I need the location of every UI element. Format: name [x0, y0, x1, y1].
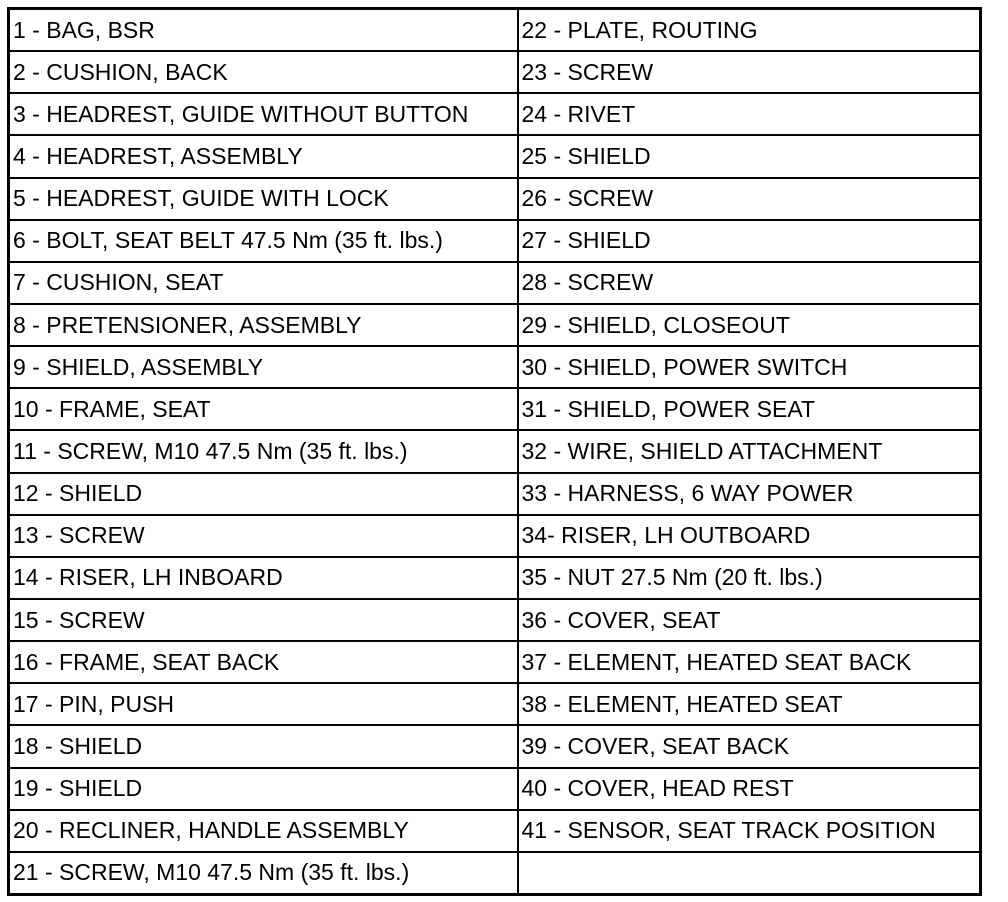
legend-cell: 36 - COVER, SEAT [518, 599, 981, 641]
table-row [9, 51, 981, 93]
table-row [9, 768, 981, 810]
table-row [9, 515, 981, 557]
legend-cell: 31 - SHIELD, POWER SEAT [518, 388, 981, 430]
table-row [9, 430, 981, 472]
legend-cell: 41 - SENSOR, SEAT TRACK POSITION [518, 810, 981, 852]
table-row [9, 683, 981, 725]
parts-legend-table [7, 7, 982, 896]
legend-cell: 34- RISER, LH OUTBOARD [518, 515, 981, 557]
legend-cell: 18 - SHIELD [9, 725, 518, 767]
legend-cell: 7 - CUSHION, SEAT [9, 262, 518, 304]
legend-cell: 4 - HEADREST, ASSEMBLY [9, 135, 518, 177]
legend-cell: 14 - RISER, LH INBOARD [9, 557, 518, 599]
legend-cell: 37 - ELEMENT, HEATED SEAT BACK [518, 641, 981, 683]
legend-cell: 16 - FRAME, SEAT BACK [9, 641, 518, 683]
legend-cell: 38 - ELEMENT, HEATED SEAT [518, 683, 981, 725]
legend-cell: 8 - PRETENSIONER, ASSEMBLY [9, 304, 518, 346]
table-row [9, 388, 981, 430]
table-row [9, 810, 981, 852]
legend-cell: 1 - BAG, BSR [9, 9, 518, 52]
legend-cell: 12 - SHIELD [9, 473, 518, 515]
legend-cell: 32 - WIRE, SHIELD ATTACHMENT [518, 430, 981, 472]
legend-cell: 10 - FRAME, SEAT [9, 388, 518, 430]
legend-cell: 23 - SCREW [518, 51, 981, 93]
table-row [9, 178, 981, 220]
legend-cell: 33 - HARNESS, 6 WAY POWER [518, 473, 981, 515]
table-row [9, 852, 981, 895]
legend-cell: 17 - PIN, PUSH [9, 683, 518, 725]
legend-cell: 26 - SCREW [518, 178, 981, 220]
legend-cell: 24 - RIVET [518, 93, 981, 135]
legend-cell: 11 - SCREW, M10 47.5 Nm (35 ft. lbs.) [9, 430, 518, 472]
table-row [9, 304, 981, 346]
table-row [9, 473, 981, 515]
legend-cell: 30 - SHIELD, POWER SWITCH [518, 346, 981, 388]
legend-cell-empty [518, 852, 981, 895]
legend-cell: 20 - RECLINER, HANDLE ASSEMBLY [9, 810, 518, 852]
legend-cell: 9 - SHIELD, ASSEMBLY [9, 346, 518, 388]
table-row [9, 557, 981, 599]
legend-cell: 22 - PLATE, ROUTING [518, 9, 981, 52]
legend-cell: 2 - CUSHION, BACK [9, 51, 518, 93]
table-row [9, 641, 981, 683]
table-row [9, 220, 981, 262]
legend-cell: 27 - SHIELD [518, 220, 981, 262]
legend-cell: 29 - SHIELD, CLOSEOUT [518, 304, 981, 346]
table-row [9, 9, 981, 52]
legend-cell: 19 - SHIELD [9, 768, 518, 810]
table-row [9, 346, 981, 388]
legend-cell: 13 - SCREW [9, 515, 518, 557]
legend-cell: 25 - SHIELD [518, 135, 981, 177]
legend-cell: 6 - BOLT, SEAT BELT 47.5 Nm (35 ft. lbs.) [9, 220, 518, 262]
table-row [9, 135, 981, 177]
legend-cell: 3 - HEADREST, GUIDE WITHOUT BUTTON [9, 93, 518, 135]
legend-cell: 39 - COVER, SEAT BACK [518, 725, 981, 767]
legend-cell: 40 - COVER, HEAD REST [518, 768, 981, 810]
table-row [9, 93, 981, 135]
table-row [9, 599, 981, 641]
table-row [9, 262, 981, 304]
table-row [9, 725, 981, 767]
legend-cell: 28 - SCREW [518, 262, 981, 304]
legend-cell: 21 - SCREW, M10 47.5 Nm (35 ft. lbs.) [9, 852, 518, 895]
legend-cell: 35 - NUT 27.5 Nm (20 ft. lbs.) [518, 557, 981, 599]
legend-cell: 5 - HEADREST, GUIDE WITH LOCK [9, 178, 518, 220]
legend-cell: 15 - SCREW [9, 599, 518, 641]
